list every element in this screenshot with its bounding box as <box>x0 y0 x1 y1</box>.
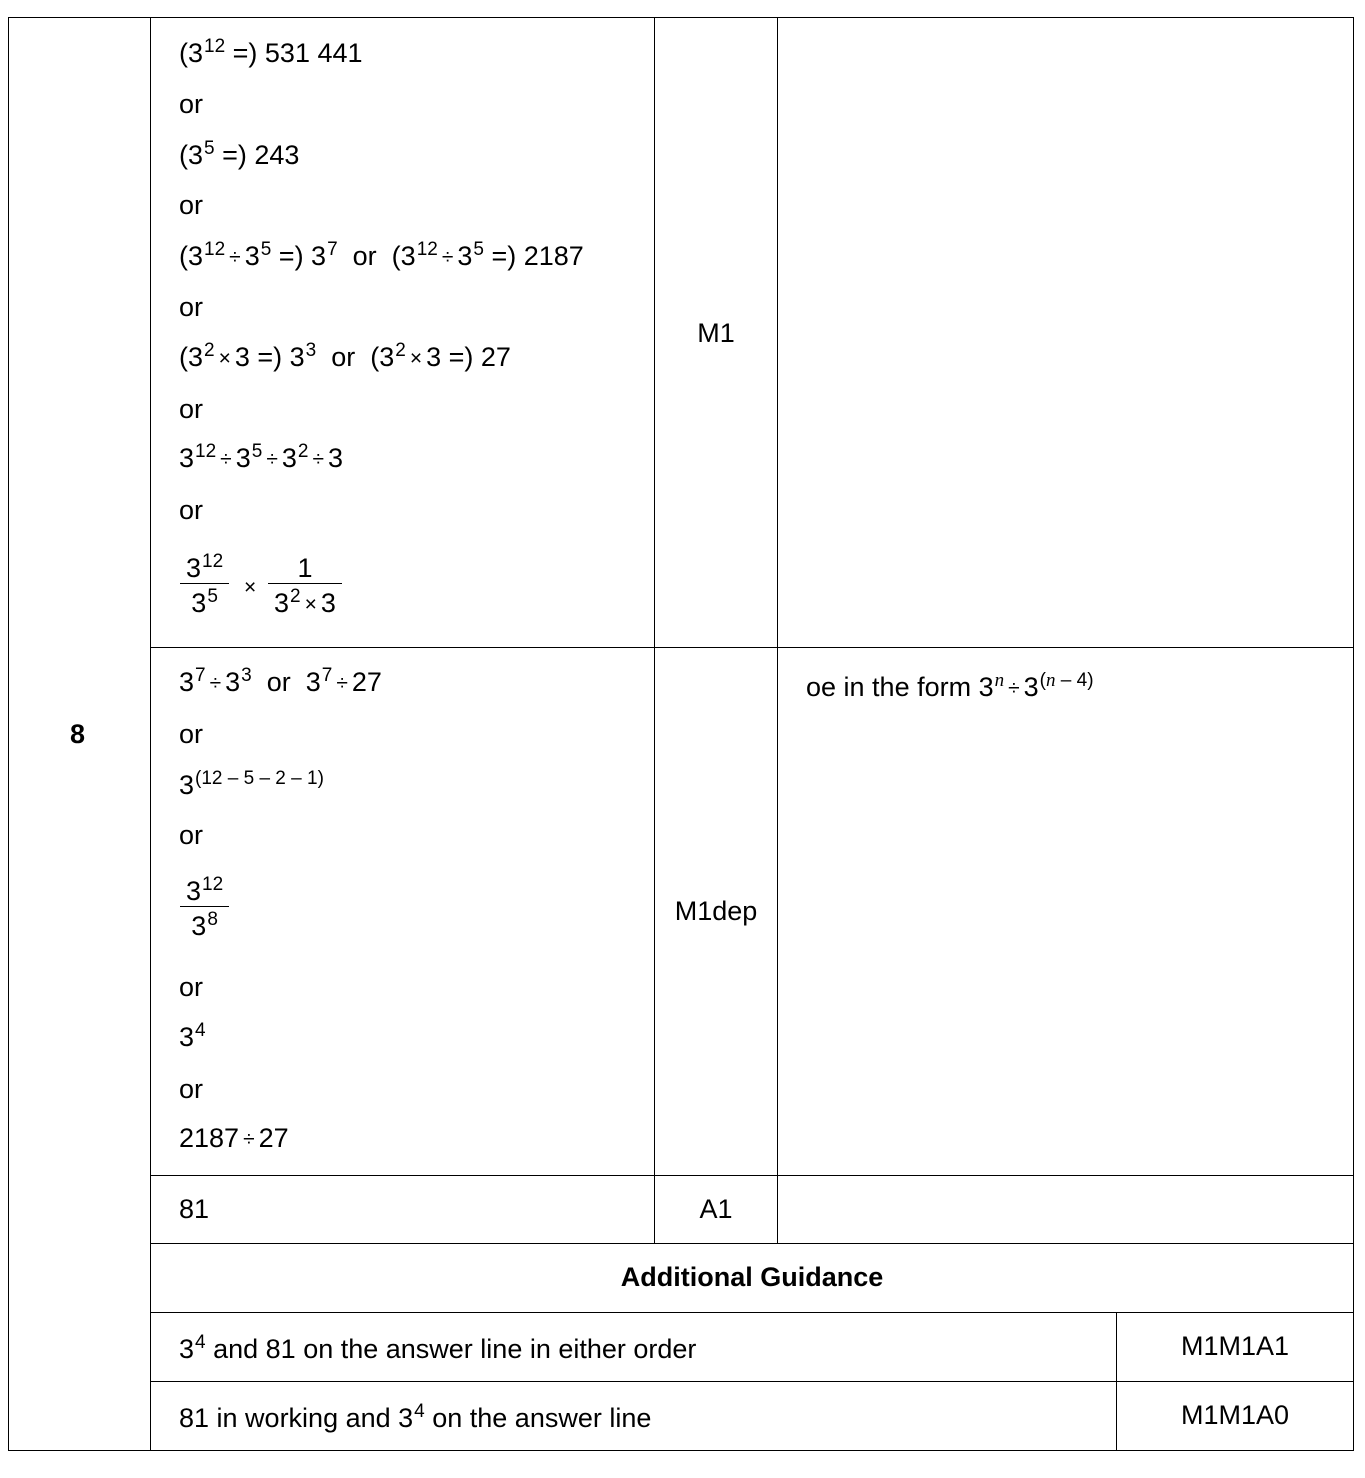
border-guidance-row1-bottom <box>150 1381 1354 1382</box>
row1-line5: $3^{12} \div 3^5 \div 3^2 \div 3$ <box>179 441 344 473</box>
row1-line4: ($3^2 \times 3$ =) $3^3$ or ($3^2 \times 3$ =) 27 <box>179 340 511 372</box>
guidance-row2-mark: M1M1A0 <box>1180 1400 1290 1430</box>
row1-line3: ($3^{12} \div 3^5$ =) $3^7$ or ($3^{12} \div 3^5$ =) 2187 <box>179 239 584 271</box>
guidance-row1-mark: M1M1A1 <box>1180 1331 1290 1361</box>
row2-or-4: or <box>179 1074 204 1104</box>
guidance-title: Additional Guidance <box>620 1262 884 1292</box>
row1-fraction-2: $\frac{1}{3^2 \times 3}$ <box>268 553 342 621</box>
row1-or-3: or <box>179 292 204 322</box>
guidance-row1-text: $3^4$ and 81 on the answer line in either order <box>179 1332 697 1364</box>
border-qnum-right <box>150 17 151 1451</box>
row2-or-2: or <box>179 820 204 850</box>
guidance-row2-text: 81 in working and $3^4$ on the answer line <box>179 1401 652 1433</box>
row2-fraction: $\frac{3^{12}}{3^8}$ <box>180 876 229 941</box>
row3-answer: 81 <box>179 1194 210 1224</box>
row2-line5: 2187 ÷ 27 <box>179 1123 289 1153</box>
border-row1-bottom <box>150 647 1354 648</box>
row1-fraction-1: $\frac{3^{12}}{3^5}$ <box>180 553 229 618</box>
row2-mark: M1dep <box>674 896 758 926</box>
row2-line2: 3$^{(12 - 5 - 2 - 1)}$ <box>179 768 324 800</box>
row3-mark: A1 <box>699 1194 733 1224</box>
border-left <box>8 17 9 1451</box>
border-mark-right <box>777 17 778 1244</box>
row2-or-3: or <box>179 972 204 1002</box>
border-working-right <box>654 17 655 1244</box>
border-right <box>1353 17 1354 1451</box>
border-row2-bottom <box>150 1175 1354 1176</box>
border-guidance-title-bottom <box>150 1312 1354 1313</box>
row1-times-sign: × <box>244 576 257 599</box>
border-top <box>8 17 1354 18</box>
row2-comment: oe in the form $3^n \div 3^{(n - 4)}$ <box>806 670 1094 702</box>
row1-or-4: or <box>179 394 204 424</box>
row2-or-1: or <box>179 719 204 749</box>
row1-line2: ($3^5$ =) 243 <box>179 138 300 170</box>
row1-or-2: or <box>179 190 204 220</box>
border-bottom <box>8 1450 1354 1451</box>
row1-or-5: or <box>179 495 204 525</box>
row1-mark: M1 <box>697 318 735 348</box>
row2-line1: $3^7 \div 3^3$ or $3^7 \div 27$ <box>179 665 382 697</box>
border-row3-bottom <box>150 1243 1354 1244</box>
row2-line4: $3^4$ <box>179 1020 206 1052</box>
row1-or-1: or <box>179 89 204 119</box>
row1-line1: ($3^{12}$ =) 531 441 <box>179 36 363 68</box>
question-number: 8 <box>70 719 86 749</box>
